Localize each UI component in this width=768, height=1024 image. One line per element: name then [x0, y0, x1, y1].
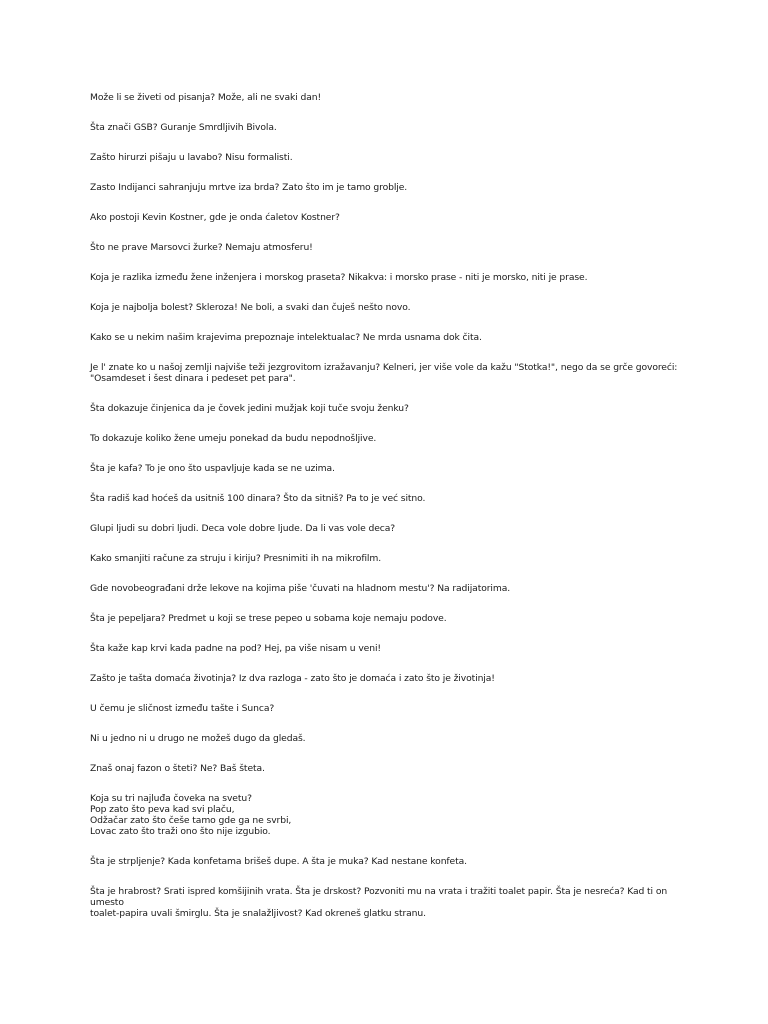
document-body: [90, 92, 690, 938]
joke-paragraph: Glupi ljudi su dobri ljudi. Deca vole dobre ljude. Da li vas vole deca?: [90, 523, 396, 534]
joke-paragraph: Šta znači GSB? Guranje Smrdljivih Bivola.: [90, 122, 277, 133]
joke-paragraph: Znaš onaj fazon o šteti? Ne? Baš šteta.: [90, 763, 265, 774]
joke-paragraph: Šta kaže kap krvi kada padne na pod? Hej, pa više nisam u veni!: [90, 643, 381, 654]
joke-paragraph: Šta je strpljenje? Kada konfetama brišeš dupe. A šta je muka? Kad nestane konfeta.: [90, 856, 467, 867]
joke-paragraph: Zašto je tašta domaća životinja? Iz dva razloga - zato što je domaća i zato što je životinja!: [90, 673, 495, 684]
joke-paragraph: Zašto hirurzi pišaju u lavabo? Nisu formalisti.: [90, 152, 293, 163]
joke-paragraph: Može li se živeti od pisanja? Može, ali ne svaki dan!: [90, 92, 322, 103]
joke-paragraph: Što ne prave Marsovci žurke? Nemaju atmosferu!: [90, 242, 313, 253]
joke-paragraph: Koja je razlika između žene inženjera i morskog praseta? Nikakva: i morsko prase - niti je morsko, niti je prase.: [90, 272, 588, 283]
joke-paragraph: Šta radiš kad hoćeš da usitniš 100 dinara? Što da sitniš? Pa to je već sitno.: [90, 493, 426, 504]
joke-paragraph: Zasto Indijanci sahranjuju mrtve iza brda? Zato što im je tamo groblje.: [90, 182, 408, 193]
joke-paragraph: Ni u jedno ni u drugo ne možeš dugo da gledaš.: [90, 733, 306, 744]
joke-paragraph: Šta dokazuje činjenica da je čovek jedini mužjak koji tuče svoju ženku?: [90, 403, 409, 414]
joke-paragraph: Koja je najbolja bolest? Skleroza! Ne boli, a svaki dan čuješ nešto novo.: [90, 302, 411, 313]
joke-paragraph: U čemu je sličnost između tašte i Sunca?: [90, 703, 275, 714]
joke-paragraph: Kako smanjiti račune za struju i kiriju? Presnimiti ih na mikrofilm.: [90, 553, 382, 564]
joke-paragraph: Šta je pepeljara? Predmet u koji se trese pepeo u sobama koje nemaju podove.: [90, 613, 447, 624]
joke-paragraph: Šta je hrabrost? Srati ispred komšijinih vrata. Šta je drskost? Pozvoniti mu na vrata i tražiti toalet papir. Šta je nesreća? Kad ti on umesto toalet-papira uvali šmirglu. Šta je snalažljivost? Kad okreneš glatku stranu.: [90, 886, 668, 919]
joke-paragraph: Gde novobeograđani drže lekove na kojima piše 'čuvati na hladnom mestu'? Na radijatorima.: [90, 583, 511, 594]
joke-paragraph: To dokazuje koliko žene umeju ponekad da budu nepodnošljive.: [90, 433, 377, 444]
joke-paragraph: Ako postoji Kevin Kostner, gde je onda ćaletov Kostner?: [90, 212, 340, 223]
joke-paragraph: Je l' znate ko u našoj zemlji najviše teži jezgrovitom izražavanju? Kelneri, jer više vole da kažu "Stotka!", nego da se grče govoreći: "Osamdeset i šest dinara i pedeset pet para".: [90, 362, 678, 384]
joke-paragraph: Koja su tri najluđa čoveka na svetu? Pop zato što peva kad svi plaču, Odžačar zato što češe tamo gde ga ne svrbi, Lovac zato što traži ono što nije izgubio.: [90, 793, 292, 837]
joke-paragraph: Šta je kafa? To je ono što uspavljuje kada se ne uzima.: [90, 463, 335, 474]
joke-paragraph: Kako se u nekim našim krajevima prepoznaje intelektualac? Ne mrda usnama dok čita.: [90, 332, 482, 343]
